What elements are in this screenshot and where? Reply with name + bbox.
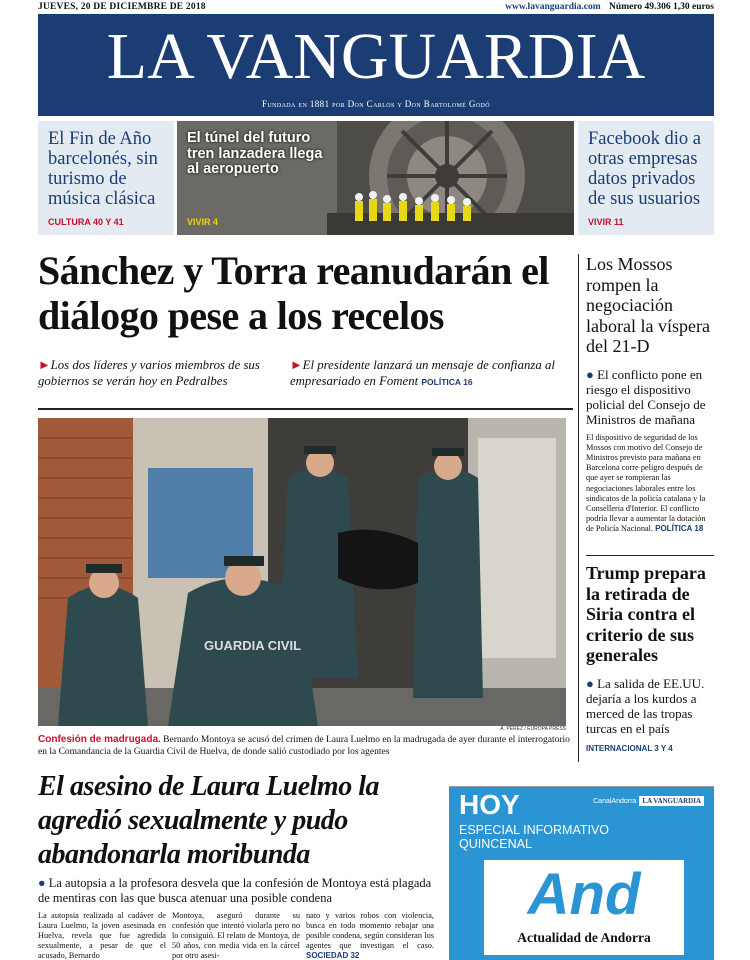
teaser-title: Facebook dio a otras empresas datos privados de sus usuarios bbox=[588, 129, 702, 209]
caption-lead: Confesión de madrugada. bbox=[38, 734, 161, 745]
body-column-1: La autopsia realizada al cadáver de Laura Luelmo, la joven asesinada en Huelva, revela que fue agredida sexualmente, a pesar de que el acusado, Bernardo bbox=[38, 911, 166, 960]
summary-text: La autopsia a la profesora desvela que la confesión de Montoya está plagada de mentiras con las que busca atenuar una posible condena bbox=[38, 876, 432, 905]
subhead-text: El presidente lanzará un mensaje de confianza al empresariado en Foment bbox=[290, 358, 555, 388]
section-ref[interactable]: INTERNACIONAL 3 Y 4 bbox=[586, 743, 673, 753]
story-headline: Trump prepara la retirada de Siria contra el criterio de sus generales bbox=[586, 563, 706, 665]
ad-box bbox=[484, 860, 684, 955]
teaser-title: El Fin de Año barcelonés, sin turismo de música clásica bbox=[48, 129, 158, 209]
section-ref[interactable]: SOCIEDAD 32 bbox=[306, 951, 360, 960]
guardia-civil-badge: GUARDIA CIVIL bbox=[204, 638, 302, 653]
teaser-facebook[interactable] bbox=[578, 121, 714, 235]
issue-price: 1,30 euros bbox=[673, 2, 714, 12]
body-column-2: Montoya, aseguró durante su confesión que intentó violarla pero no lo consiguió. El relato de Montoya, de 50 años, con media vida en la cárcel por otro asesi- bbox=[172, 911, 300, 960]
bullet-dot-icon: ● bbox=[586, 675, 594, 691]
sidebar-separator bbox=[586, 555, 714, 556]
bullet-dot-icon: ● bbox=[586, 366, 594, 382]
section-ref[interactable]: POLÍTICA 18 bbox=[655, 524, 704, 534]
column-divider bbox=[578, 254, 579, 762]
ad-special: ESPECIAL INFORMATIVO QUINCENAL bbox=[459, 823, 610, 851]
ad-brand-right: LA VANGUARDIA bbox=[639, 796, 704, 806]
teaser-tunnel[interactable] bbox=[177, 121, 574, 235]
subhead-text: Los dos líderes y varios miembros de sus gobiernos se verán hoy en Pedralbes bbox=[38, 358, 260, 388]
photo-credit: A. PÉREZ / EUROPA PRESS bbox=[500, 726, 566, 732]
issue-meta bbox=[505, 2, 714, 12]
body-text: nato y varios robos con violencia, busca en todo momento rebajar una posible condena, según consideran los agentes que investigan el caso. bbox=[306, 911, 434, 950]
masthead bbox=[38, 14, 714, 116]
founded-prefix: Fundada en 1881 por bbox=[261, 99, 348, 109]
section-ref[interactable]: POLÍTICA 16 bbox=[421, 377, 473, 387]
sidebar-story-trump[interactable] bbox=[586, 563, 714, 753]
story-headline: Los Mossos rompen la negociación laboral la víspera del 21-D bbox=[586, 254, 710, 356]
founders: Don Carlos y Don Bartolomé Godó bbox=[347, 99, 491, 109]
story-body bbox=[586, 433, 714, 535]
main-subhead-2 bbox=[290, 357, 575, 390]
photo-caption bbox=[38, 734, 573, 758]
main-headline[interactable]: Sánchez y Torra reanudarán el diálogo pese a los recelos bbox=[38, 248, 549, 338]
main-photo bbox=[38, 418, 566, 726]
story-bullet bbox=[586, 367, 714, 427]
teaser-section: VIVIR 4 bbox=[187, 217, 219, 227]
top-info-bar bbox=[38, 2, 714, 14]
teaser-title: El túnel del futuro tren lanzadera llega al aeropuerto bbox=[187, 130, 323, 177]
story-bullet bbox=[586, 676, 714, 736]
teaser-culture[interactable] bbox=[38, 121, 174, 235]
caption-text: Bernardo Montoya se acusó del crimen de Laura Luelmo en la madrugada de ayer durante el interrogatorio en la Comandancia de la Guardia Civil de Huelva, de donde salió custodiado por los agentes bbox=[38, 735, 570, 757]
andorra-ad[interactable] bbox=[449, 775, 714, 960]
triangle-bullet-icon: ► bbox=[290, 358, 303, 372]
lower-summary bbox=[38, 876, 438, 906]
bullet-dot-icon: ● bbox=[38, 876, 46, 890]
main-subhead-1 bbox=[38, 357, 278, 389]
website-link[interactable]: www.lavanguardia.com bbox=[505, 2, 601, 12]
ad-big-text: And bbox=[527, 862, 641, 927]
body-column-3 bbox=[306, 911, 434, 960]
photo-illustration bbox=[38, 418, 566, 726]
ad-subtitle: Actualidad de Andorra bbox=[517, 930, 651, 945]
founded-line bbox=[38, 99, 714, 109]
teaser-section: CULTURA 40 Y 41 bbox=[48, 217, 124, 227]
ad-brand-left: CanalAndorra bbox=[593, 798, 637, 805]
divider bbox=[38, 408, 573, 410]
bullet-text: El conflicto pone en riesgo el dispositivo policial del Consejo de Ministros de mañana bbox=[586, 366, 706, 427]
lower-headline[interactable]: El asesino de Laura Luelmo la agredió sexualmente y pudo abandonarla moribunda bbox=[38, 771, 379, 870]
ad-top-strip bbox=[449, 775, 714, 787]
teaser-section: VIVIR 11 bbox=[588, 217, 624, 227]
issue-date: JUEVES, 20 DE DICIEMBRE DE 2018 bbox=[38, 2, 206, 12]
triangle-bullet-icon: ► bbox=[38, 358, 51, 372]
issue-number: Número 49.306 bbox=[609, 2, 671, 12]
ad-hoy: HOY bbox=[459, 789, 520, 820]
newspaper-logo[interactable]: LA VANGUARDIA bbox=[106, 20, 646, 93]
body-text: El dispositivo de seguridad de los Mossos con motivo del Consejo de Ministros previsto para mañana en Barcelona corre peligro después de que ayer se rompieran las negociaciones laborales entre los sindicatos de la policía catalana y la Conselleria d'Interior. El conflicto podría llevar a aumentar la dotación de Policía Nacional. bbox=[586, 432, 706, 534]
ad-brand bbox=[593, 797, 704, 805]
sidebar-story-mossos[interactable] bbox=[586, 254, 714, 535]
bullet-text: La salida de EE.UU. dejaría a los kurdos a merced de las tropas turcas en el país bbox=[586, 675, 705, 736]
